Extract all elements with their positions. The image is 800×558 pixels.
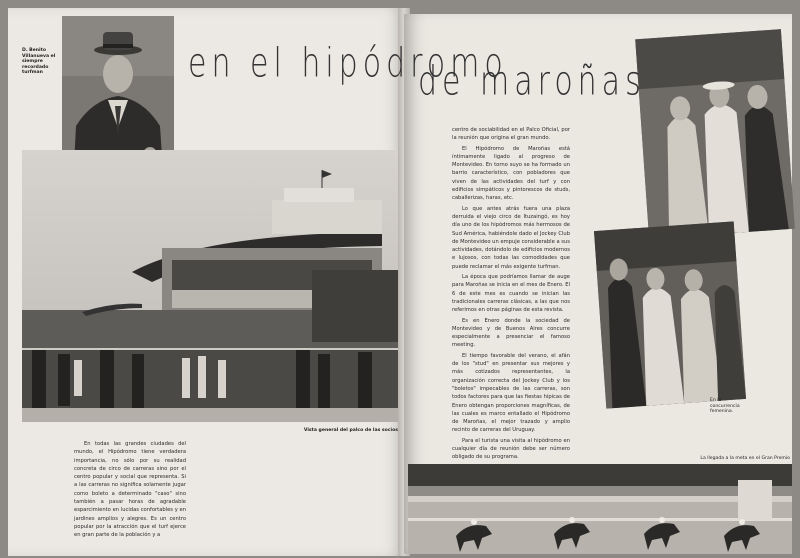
women-image-bottom [594, 221, 746, 408]
intro-text [74, 440, 186, 542]
article-paragraph: Lo que antes atrás fuera una plaza derruida el viejo circo de Ituzaingó, es hoy día uno de los hipódromos más hermosos de Sud América, habiéndole dado el Jockey Club de Montevideo un empuje considerable a sus actividades, dotándolo de edificios modernos e lujosos, con todas las comodidades que puede reclamar el más exigente turfman. [452, 205, 570, 270]
crowd-caption: En la concurrencia femenina. [710, 398, 740, 415]
race-image [408, 464, 792, 554]
article-body [452, 126, 570, 464]
race-caption: La llegada a la meta en el Gran Premio [700, 456, 790, 461]
article-paragraph: El tiempo favorable del verano, el afán de los "stud" en presentar sus mejores y más cotizados representantes, la organización correcta del Jockey Club y los "boletos" impecables de las carreras, son todos factores para que las fiestas hípicas de Enero obtengan proporciones magníficas, de las cuales es marco entallado el Hipódromo de Maroñas, el mejor trazado y amplio recinto de carreras del Uruguay. [452, 352, 570, 434]
women-photo-top [635, 29, 795, 239]
race-photo [408, 464, 792, 554]
headline-left: en el hipódromo [188, 40, 508, 88]
article-paragraph: centro de sociabilidad en el Palco Oficial, por la reunión que origina el gran mundo. [452, 127, 570, 142]
article-paragraph: Es en Enero donde la sociedad de Montevideo y de Buenos Aires concurre especialmente a presenciar el famoso meeting. [452, 317, 570, 349]
portrait-caption: D. Benito Villanueva el siempre recordado turfman [22, 48, 56, 76]
women-photo-bottom [594, 221, 746, 408]
women-image-top [635, 29, 795, 239]
article-paragraph: La época que podríamos llamar de auge para Maroñas se inicia en el mes de Enero. El 6 de este mes es cuando se inician las tradicionales carreras clásicas, a las que nos referimos en otras páginas de esta revista. [452, 274, 570, 314]
grandstand-caption: Vista general del palco de las socios [303, 428, 398, 433]
headline-right: de maroñas [418, 58, 646, 106]
grandstand-image [22, 150, 400, 422]
article-paragraph: El Hipódromo de Maroñas está íntimamente ligado al progreso de Montevideo. En torno suyo se ha formado un barrio característico, con pobladores que viven de las actividades del turf y con edificios simpáticos y pintorescos de studs, caballerizas, haras, etc. [452, 145, 570, 202]
article-paragraph: Para el turista una visita al hipódromo en cualquier día de reunión debe ser número obligado de su programa. [452, 437, 570, 461]
left-page [8, 8, 406, 556]
intro-paragraph: En todas las grandes ciudades del mundo, el Hipódromo tiene verdadera importancia, no sólo por su realidad concreta de circo de carreras sino por el centro popular y social que representa. Si a las carreras no significa solamente jugar como boleto a determinado "caso" sino también a pasar horas de agradable esparcimiento en lucidas confortables y en jardines amplios y alegres. Es un centro popular por la atracción que el turf ejerce en gran parte de la población y a [74, 441, 186, 539]
grandstand-photo [22, 150, 400, 422]
